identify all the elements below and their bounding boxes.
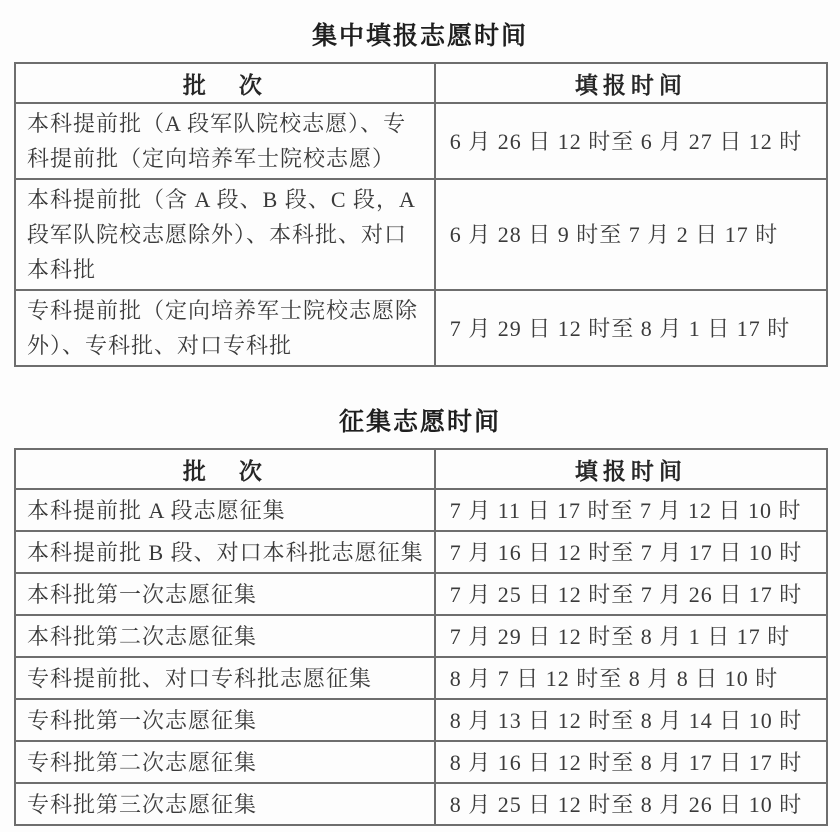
batch-cell: 本科批第一次志愿征集 [15,573,435,615]
centralized-schedule-title: 集中填报志愿时间 [311,22,528,50]
time-column-header: 填报时间 [435,63,827,103]
time-cell: 8 月 7 日 12 时至 8 月 8 日 10 时 [435,657,827,699]
time-cell: 6 月 26 日 12 时至 6 月 27 日 12 时 [435,103,827,179]
table-body [15,489,827,825]
table-row [15,615,827,657]
table-row [15,783,827,825]
table-header [15,449,827,489]
batch-column-header: 批 次 [15,449,435,489]
time-cell: 7 月 29 日 12 时至 8 月 1 日 17 时 [435,290,827,366]
table-body [15,103,827,366]
table-row [15,290,827,366]
table-row [15,489,827,531]
time-cell: 7 月 25 日 12 时至 7 月 26 日 17 时 [435,573,827,615]
time-cell: 7 月 29 日 12 时至 8 月 1 日 17 时 [435,615,827,657]
table-row [15,573,827,615]
time-cell: 8 月 16 日 12 时至 8 月 17 日 17 时 [435,741,827,783]
batch-cell: 专科批第一次志愿征集 [15,699,435,741]
centralized-schedule-table [14,62,828,367]
table-row [15,657,827,699]
table-header [15,63,827,103]
batch-cell: 本科提前批（A 段军队院校志愿）、专科提前批（定向培养军士院校志愿） [15,103,435,179]
table-row [15,699,827,741]
batch-cell: 本科提前批 A 段志愿征集 [15,489,435,531]
table-row [15,741,827,783]
batch-cell: 本科提前批 B 段、对口本科批志愿征集 [15,531,435,573]
batch-cell: 专科批第三次志愿征集 [15,783,435,825]
time-cell: 8 月 13 日 12 时至 8 月 14 日 10 时 [435,699,827,741]
batch-cell: 专科提前批、对口专科批志愿征集 [15,657,435,699]
header-row [15,449,827,489]
table-row [15,179,827,290]
time-column-header: 填报时间 [435,449,827,489]
batch-cell: 专科提前批（定向培养军士院校志愿除外）、专科批、对口专科批 [15,290,435,366]
time-cell: 8 月 25 日 12 时至 8 月 26 日 10 时 [435,783,827,825]
collection-schedule-title: 征集志愿时间 [338,408,501,436]
batch-cell: 本科批第二次志愿征集 [15,615,435,657]
batch-cell: 本科提前批（含 A 段、B 段、C 段，A 段军队院校志愿除外）、本科批、对口本科批 [15,179,435,290]
batch-cell: 专科批第二次志愿征集 [15,741,435,783]
batch-column-header: 批 次 [15,63,435,103]
time-cell: 7 月 16 日 12 时至 7 月 17 日 10 时 [435,531,827,573]
time-cell: 7 月 11 日 17 时至 7 月 12 日 10 时 [435,489,827,531]
header-row [15,63,827,103]
table-row [15,531,827,573]
table-row [15,103,827,179]
time-cell: 6 月 28 日 9 时至 7 月 2 日 17 时 [435,179,827,290]
collection-schedule-table [14,448,828,826]
